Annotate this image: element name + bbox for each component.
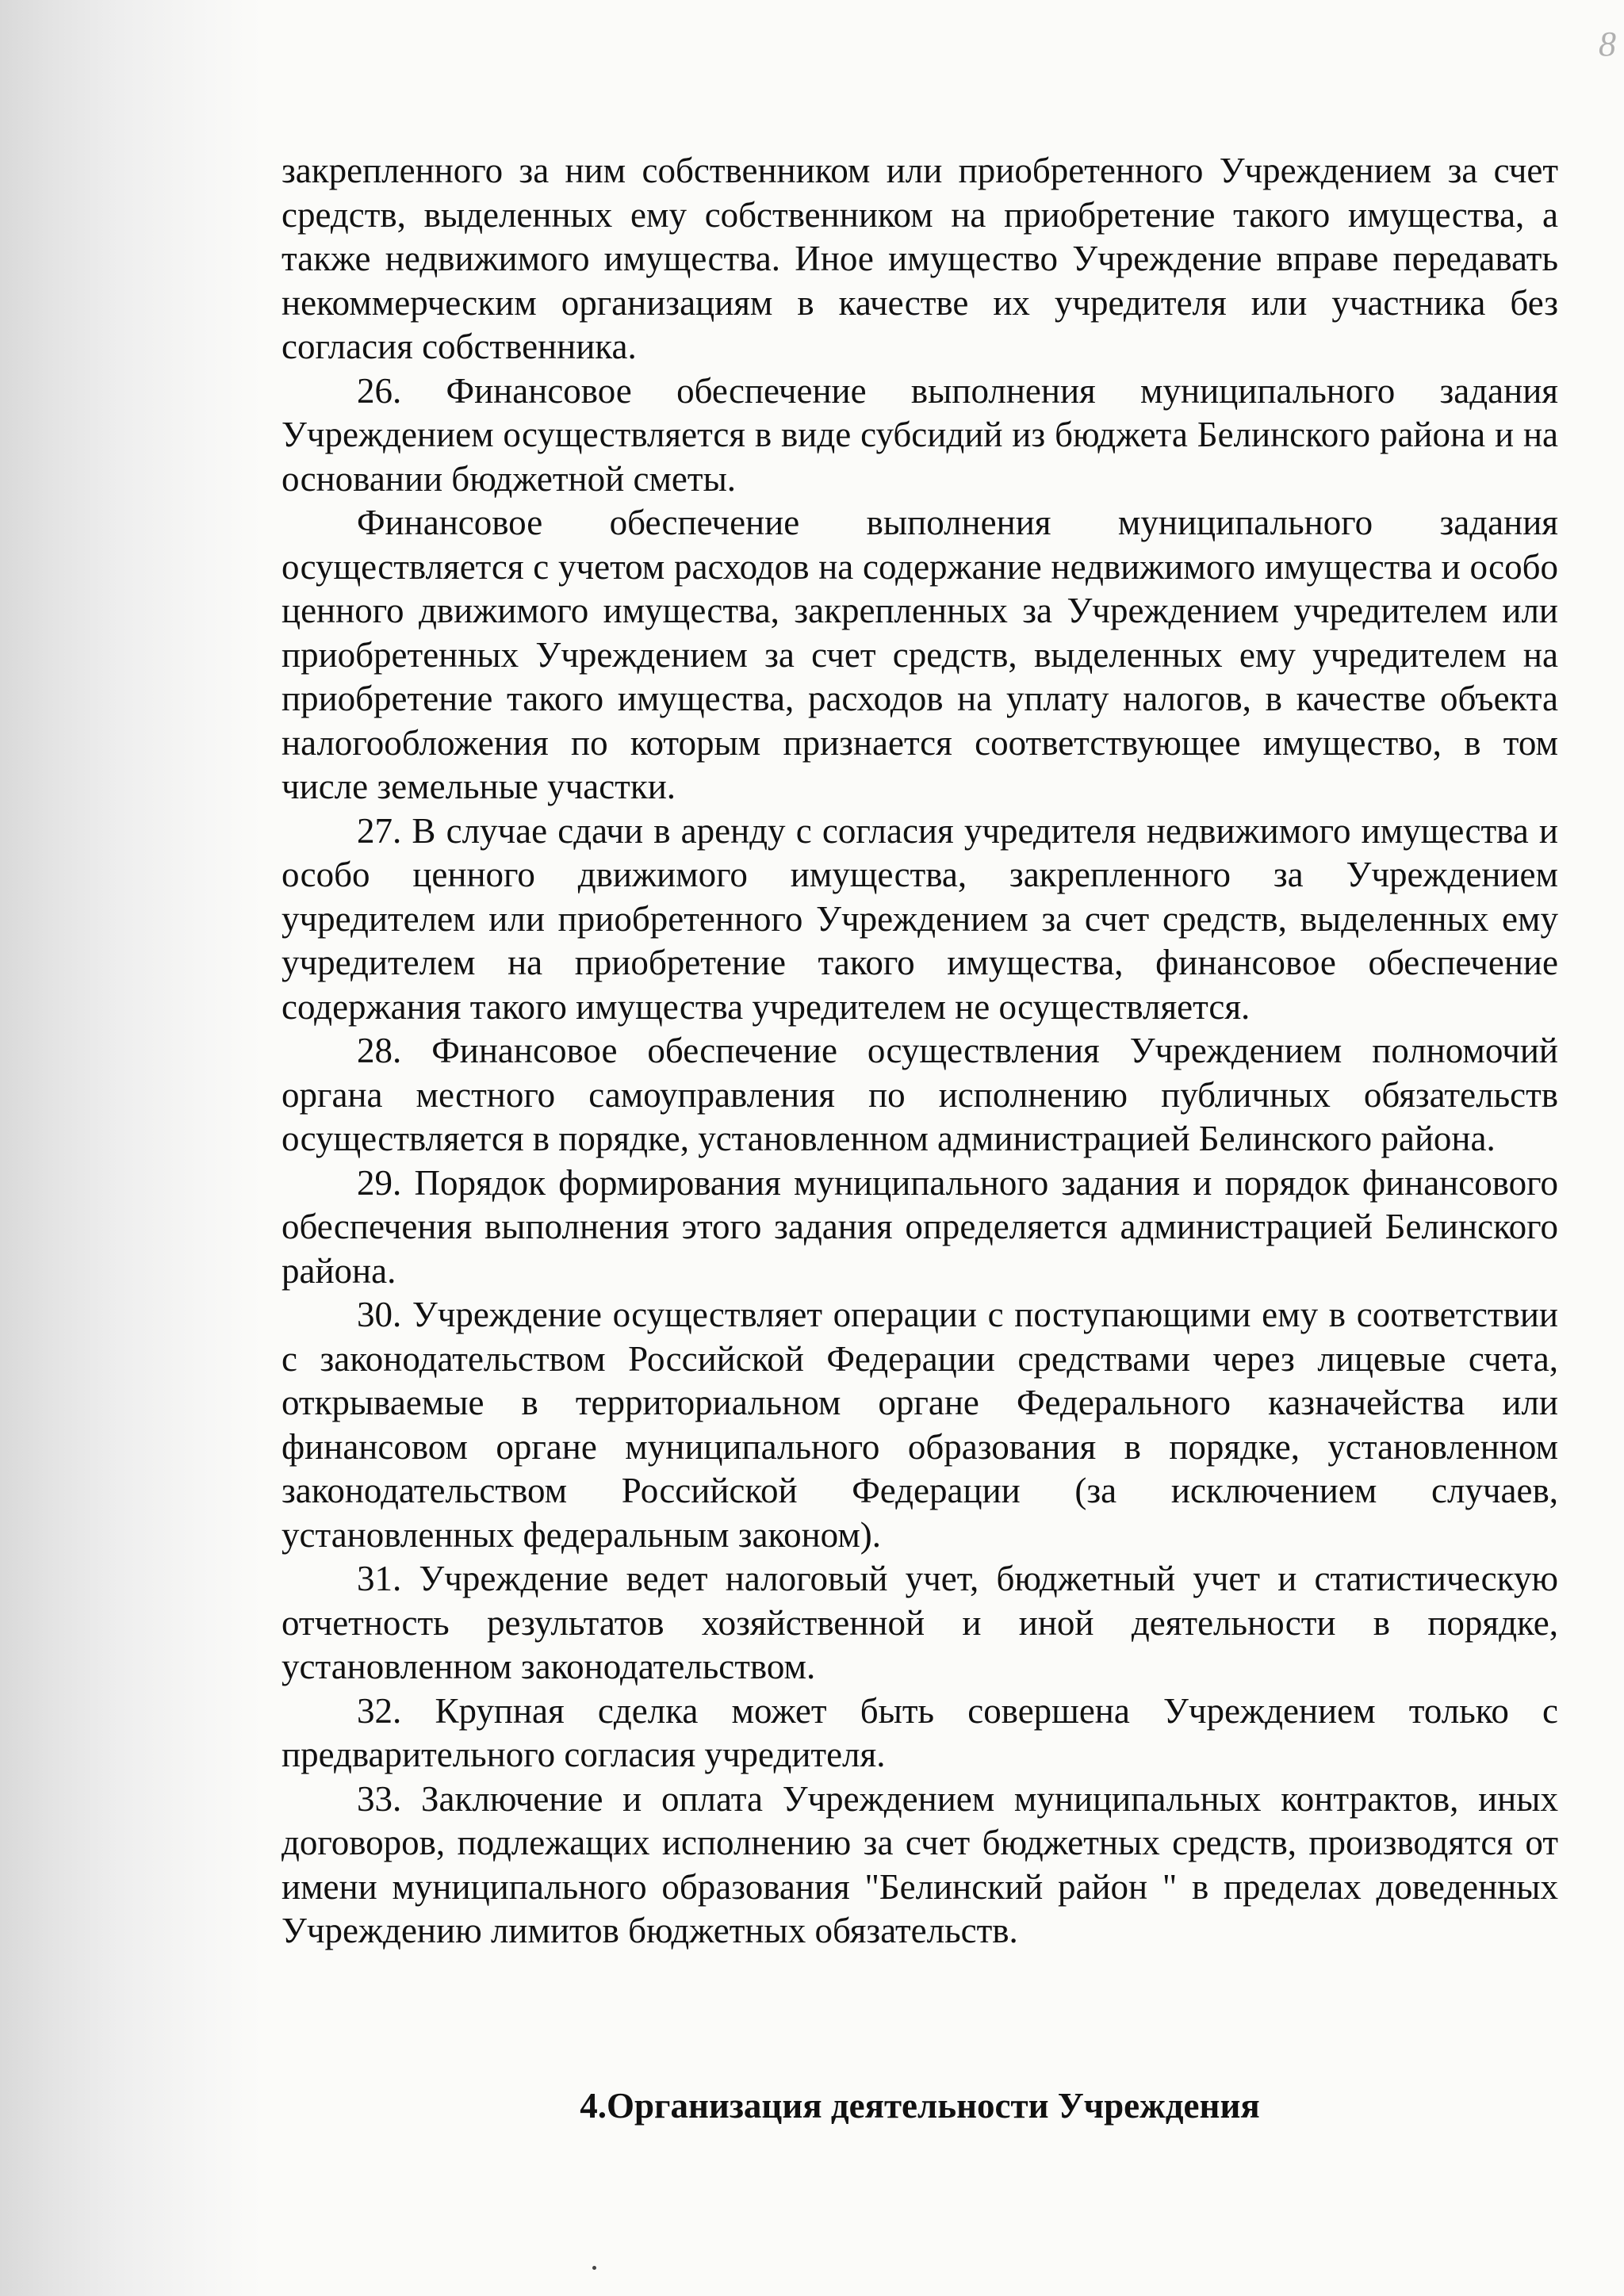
paragraph-26: 26. Финансовое обеспечение выполнения муниципального задания Учреждением осуществляется в виде субсидий из бюджета Белинского района и на основании бюджетной сметы.	[282, 370, 1558, 499]
paragraph-27: 27. В случае сдачи в аренду с согласия учредителя недвижимого имущества и особо ценного движимого имущества, закрепленного за Учреждением учредителем или приобретенного Учреждением за счет средств, выделенных ему учредителем на приобретение такого имущества, финансовое обеспечение содержания такого имущества учредителем не осуществляется.	[282, 810, 1558, 1027]
paragraph-33: 33. Заключение и оплата Учреждением муниципальных контрактов, иных договоров, подлежащих исполнению за счет бюджетных средств, производятся от имени муниципального образования "Белинский район " в пределах доведенных Учреждению лимитов бюджетных обязательств.	[282, 1778, 1558, 1950]
paragraph-28: 28. Финансовое обеспечение осуществления Учреждением полномочий органа местного самоуправления по исполнению публичных обязательств осуществляется в порядке, установленном администрацией Белинского района.	[282, 1031, 1558, 1158]
paragraph-continuation: закрепленного за ним собственником или приобретенного Учреждением за счет средств, выделенных ему собственником на приобретение такого имущества, а также недвижимого имущества. Иное имущество Учреждение вправе передавать некоммерческим организациям в качестве их учредителя или участника без согласия собственника.	[282, 151, 1558, 366]
paragraph-30: 30. Учреждение осуществляет операции с поступающими ему в соответствии с законодательством Российской Федерации средствами через лицевые счета, открываемые в территориальном органе Федерального казначейства или финансовом органе муниципального образования в порядке, установленном законодательством Российской Федерации (за исключением случаев, установленных федеральным законом).	[282, 1295, 1558, 1555]
paragraph-31: 31. Учреждение ведет налоговый учет, бюджетный учет и статистическую отчетность результатов хозяйственной и иной деятельности в порядке, установленном законодательством.	[282, 1559, 1558, 1686]
paragraph-26-cont: Финансовое обеспечение выполнения муниципального задания осуществляется с учетом расходов на содержание недвижимого имущества и особо ценного движимого имущества, закрепленных за Учреждением учредителем или приобретенных Учреждением за счет средств, выделенных ему учредителем на приобретение такого имущества, расходов на уплату налогов, в качестве объекта налогообложения по которым признается соответствующее имущество, в том числе земельные участки.	[282, 503, 1558, 806]
paragraph-29: 29. Порядок формирования муниципального задания и порядок финансового обеспечения выполнения этого задания определяется администрацией Белинского района.	[282, 1162, 1558, 1291]
document-body	[282, 149, 1558, 1954]
page-number: 8	[1599, 25, 1616, 63]
paragraph-32: 32. Крупная сделка может быть совершена Учреждением только с предварительного согласия учредителя.	[282, 1690, 1558, 1774]
scan-speck	[592, 2266, 596, 2270]
section-heading: 4.Организация деятельности Учреждения	[580, 2086, 1260, 2126]
scan-shadow	[0, 0, 262, 2296]
